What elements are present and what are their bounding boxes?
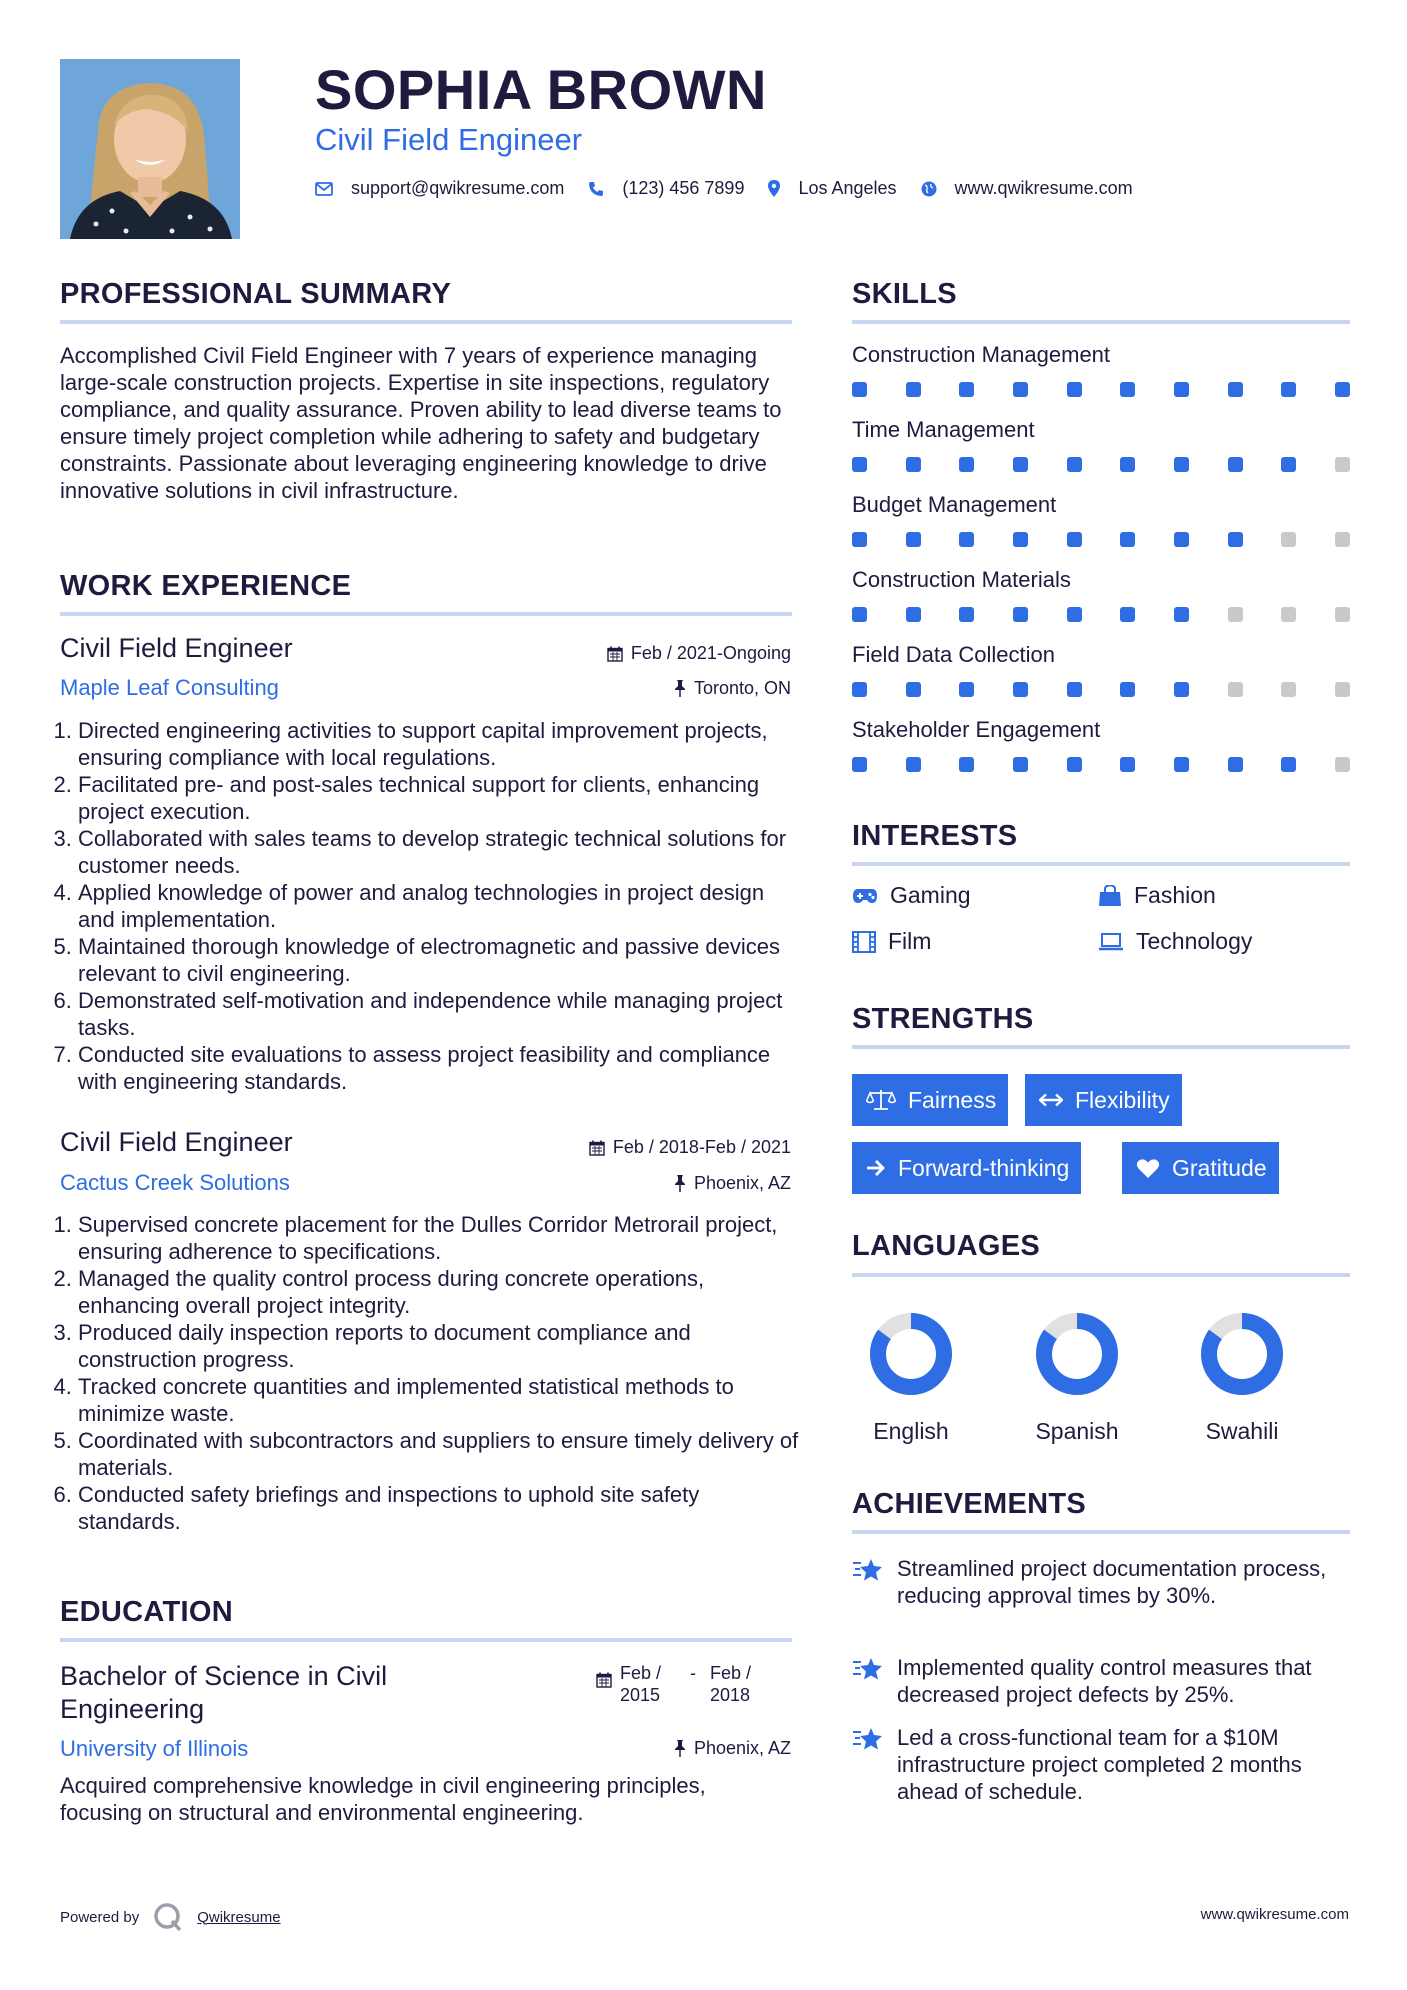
- achievement-item: [852, 1724, 1352, 1805]
- shooting-star-icon: [852, 1654, 897, 1708]
- calendar-icon: [607, 646, 623, 662]
- job-2-location-text: Phoenix, AZ: [693, 1173, 791, 1193]
- achievement-text: Streamlined project documentation process, reducing approval times by 30%.: [897, 1556, 1327, 1608]
- skill-dot: [1174, 682, 1189, 697]
- qwikresume-logo-icon: [153, 1902, 183, 1932]
- powered-by-label: Powered by: [60, 1908, 140, 1926]
- job-1-title: Civil Field Engineer: [60, 633, 293, 663]
- skill-dot: [852, 607, 867, 622]
- skill-row: [852, 642, 1350, 697]
- interest-item: [852, 882, 971, 909]
- skill-rating: [852, 382, 1350, 397]
- skill-dot: [1013, 682, 1028, 697]
- skill-dot: [1067, 757, 1082, 772]
- skill-dot: [1335, 607, 1350, 622]
- interests-rule: [852, 862, 1350, 866]
- skill-dot: [1067, 457, 1082, 472]
- skill-dot: [906, 382, 921, 397]
- shopping-bag-icon: [1098, 885, 1122, 907]
- skill-dot: [1335, 382, 1350, 397]
- interest-name: Technology: [1136, 928, 1253, 954]
- experience-rule: [60, 612, 792, 616]
- contact-website-text: www.qwikresume.com: [954, 178, 1133, 198]
- contact-bar: [315, 178, 1157, 199]
- candidate-name: SOPHIA BROWN: [315, 58, 767, 121]
- job-1-location: [674, 678, 791, 699]
- job-2-bullet: 6. Conducted safety briefings and inspections to uphold site safety standards.: [78, 1481, 800, 1535]
- achievement-text: Led a cross-functional team for a $10M infrastructure project completed 2 months ahead of schedule.: [897, 1725, 1302, 1804]
- candidate-title: Civil Field Engineer: [315, 122, 583, 157]
- education-location: [674, 1738, 791, 1759]
- job-1-location-text: Toronto, ON: [693, 678, 791, 698]
- skill-dot: [1174, 457, 1189, 472]
- skill-dot: [906, 682, 921, 697]
- job-2-location: [674, 1173, 791, 1194]
- skill-dot: [852, 382, 867, 397]
- strengths-heading: STRENGTHS: [852, 1003, 1034, 1035]
- strength-tag: [852, 1074, 1008, 1126]
- skill-name: Budget Management: [852, 492, 1057, 517]
- skill-dot: [1335, 457, 1350, 472]
- skill-dot: [1281, 457, 1296, 472]
- skill-dot: [1120, 607, 1135, 622]
- interest-item: [1098, 928, 1252, 955]
- skill-dot: [1120, 757, 1135, 772]
- job-1-dates-text: Feb / 2021-Ongoing: [630, 643, 791, 663]
- job-2-bullet: 4. Tracked concrete quantities and implemented statistical methods to minimize waste.: [78, 1373, 800, 1427]
- summary-rule: [60, 320, 792, 324]
- skill-dot: [1067, 682, 1082, 697]
- qwikresume-link[interactable]: Qwikresume: [197, 1908, 281, 1926]
- heart-icon: [1136, 1158, 1160, 1179]
- achievement-item: [852, 1654, 1352, 1708]
- skill-name: Field Data Collection: [852, 642, 1055, 667]
- skill-name: Stakeholder Engagement: [852, 717, 1101, 742]
- strengths-rule: [852, 1045, 1350, 1049]
- interest-item: [1098, 882, 1216, 909]
- contact-website[interactable]: [921, 178, 1133, 199]
- interest-item: [852, 928, 931, 955]
- job-1-bullet: 7. Conducted site evaluations to assess project feasibility and compliance with engineering standards.: [78, 1041, 800, 1095]
- skill-dot: [1281, 382, 1296, 397]
- skill-dot: [1174, 607, 1189, 622]
- achievements-rule: [852, 1530, 1350, 1534]
- job-2-dates-text: Feb / 2018-Feb / 2021: [612, 1137, 791, 1157]
- skill-dot: [1067, 532, 1082, 547]
- job-2-bullet: 2. Managed the quality control process during concrete operations, enhancing overall project integrity.: [78, 1265, 800, 1319]
- laptop-icon: [1098, 933, 1124, 951]
- language-name: Swahili: [1205, 1418, 1279, 1444]
- skill-row: [852, 492, 1350, 547]
- contact-email[interactable]: [315, 178, 564, 199]
- skill-dot: [852, 457, 867, 472]
- contact-email-text: support@qwikresume.com: [351, 178, 565, 198]
- gamepad-icon: [852, 888, 878, 904]
- profile-photo-portrait: [60, 59, 240, 239]
- strength-name: Flexibility: [1075, 1086, 1170, 1113]
- envelope-icon: [315, 182, 333, 196]
- skills-rule: [852, 320, 1350, 324]
- skill-dot: [1067, 382, 1082, 397]
- education-description: Acquired comprehensive knowledge in civil engineering principles, focusing on structural and environmental engineering.: [60, 1773, 706, 1825]
- language-name: English: [873, 1418, 949, 1444]
- skill-dot: [852, 532, 867, 547]
- skill-dot: [906, 607, 921, 622]
- summary-text: Accomplished Civil Field Engineer with 7 years of experience managing large-scale construction projects. Expertise in site inspections, regulatory compliance, and quality assurance. Proven ability to lead diverse teams to ensure timely project completion while adhering to safety and budgetary constraints. Passionate about leveraging engineering knowledge to drive innovative solutions in civil infrastructure.: [60, 343, 782, 503]
- education-dates: [596, 1662, 766, 1706]
- skill-rating: [852, 757, 1350, 772]
- languages-heading: LANGUAGES: [852, 1230, 1040, 1262]
- education-heading: EDUCATION: [60, 1596, 233, 1628]
- shooting-star-icon: [852, 1555, 897, 1609]
- skill-row: [852, 417, 1350, 472]
- skill-dot: [906, 532, 921, 547]
- interests-heading: INTERESTS: [852, 820, 1018, 852]
- globe-icon: [921, 181, 937, 197]
- arrows-horizontal-icon: [1039, 1093, 1063, 1107]
- skill-rating: [852, 682, 1350, 697]
- education-school: University of Illinois: [60, 1736, 249, 1761]
- strength-name: Fairness: [908, 1086, 997, 1113]
- skill-rating: [852, 457, 1350, 472]
- map-pin-icon: [768, 180, 780, 197]
- skill-dot: [1281, 532, 1296, 547]
- skills-heading: SKILLS: [852, 278, 957, 310]
- skill-dot: [1174, 382, 1189, 397]
- skill-dot: [1174, 532, 1189, 547]
- languages-rule: [852, 1273, 1350, 1277]
- phone-icon: [588, 181, 604, 197]
- skill-dot: [1335, 757, 1350, 772]
- contact-phone[interactable]: [588, 178, 744, 199]
- job-1-company: Maple Leaf Consulting: [60, 675, 279, 700]
- skill-dot: [1281, 607, 1296, 622]
- skill-dot: [1013, 607, 1028, 622]
- job-1-bullet: 4. Applied knowledge of power and analog technologies in project design and implementation.: [78, 879, 800, 933]
- skill-dot: [906, 457, 921, 472]
- pushpin-icon: [674, 1740, 686, 1757]
- interest-name: Fashion: [1134, 882, 1216, 908]
- achievement-item: [852, 1555, 1352, 1609]
- skill-row: [852, 567, 1350, 622]
- shooting-star-icon: [852, 1724, 897, 1805]
- skill-dot: [1281, 757, 1296, 772]
- interest-name: Film: [888, 928, 932, 954]
- language-name: Spanish: [1035, 1418, 1119, 1444]
- skill-dot: [852, 757, 867, 772]
- skill-dot: [1335, 682, 1350, 697]
- job-2-title: Civil Field Engineer: [60, 1127, 293, 1157]
- skill-dot: [959, 682, 974, 697]
- strength-tag: [852, 1142, 1081, 1194]
- skill-dot: [1013, 457, 1028, 472]
- skill-dot: [1228, 682, 1243, 697]
- skill-dot: [1120, 682, 1135, 697]
- summary-heading: PROFESSIONAL SUMMARY: [60, 278, 452, 310]
- skill-name: Construction Materials: [852, 567, 1071, 592]
- skill-dot: [906, 757, 921, 772]
- job-1-dates: [607, 643, 791, 664]
- education-rule: [60, 1638, 792, 1642]
- education-date-separator: -: [690, 1663, 696, 1683]
- job-1-bullet: 1. Directed engineering activities to support capital improvement projects, ensuring compliance with local regulations.: [78, 717, 800, 771]
- skill-rating: [852, 607, 1350, 622]
- language-proficiency-ring: [867, 1310, 955, 1398]
- job-2-dates: [589, 1137, 791, 1158]
- job-1-bullet: 2. Facilitated pre- and post-sales technical support for clients, enhancing project execution.: [78, 771, 800, 825]
- skill-name: Time Management: [852, 417, 1035, 442]
- education-start: Feb / 2015: [620, 1663, 662, 1705]
- footer-powered-by: [60, 1902, 281, 1932]
- job-1-bullets: [60, 717, 800, 1095]
- job-1-bullet: 5. Maintained thorough knowledge of electromagnetic and passive devices relevant to civil engineering.: [78, 933, 800, 987]
- footer-website[interactable]: www.qwikresume.com: [1200, 1906, 1349, 1923]
- skill-dot: [1120, 382, 1135, 397]
- film-icon: [852, 931, 876, 953]
- skill-dot: [1228, 607, 1243, 622]
- skill-dot: [959, 532, 974, 547]
- education-degree: Bachelor of Science in Civil Engineering: [60, 1661, 388, 1724]
- interest-name: Gaming: [890, 882, 971, 908]
- skill-name: Construction Management: [852, 342, 1111, 367]
- skill-dot: [959, 382, 974, 397]
- language-proficiency-ring: [1198, 1310, 1286, 1398]
- strength-name: Forward-thinking: [898, 1154, 1070, 1181]
- job-2-bullet: 1. Supervised concrete placement for the Dulles Corridor Metrorail project, ensuring adherence to specifications.: [78, 1211, 800, 1265]
- job-1-bullet: 6. Demonstrated self-motivation and independence while managing project tasks.: [78, 987, 800, 1041]
- calendar-icon: [589, 1140, 605, 1156]
- achievement-text: Implemented quality control measures that decreased project defects by 25%.: [897, 1655, 1312, 1707]
- skill-row: [852, 717, 1350, 772]
- pushpin-icon: [674, 1175, 686, 1192]
- skill-dot: [959, 607, 974, 622]
- strength-tag: [1122, 1142, 1279, 1194]
- skill-dot: [959, 457, 974, 472]
- skill-dot: [1013, 532, 1028, 547]
- contact-location: [768, 178, 896, 199]
- scale-icon: [866, 1089, 896, 1111]
- language-item: [851, 1310, 971, 1445]
- job-2-bullet: 5. Coordinated with subcontractors and suppliers to ensure timely delivery of materials.: [78, 1427, 800, 1481]
- language-item: [1182, 1310, 1302, 1445]
- skill-row: [852, 342, 1350, 397]
- achievements-heading: ACHIEVEMENTS: [852, 1488, 1087, 1520]
- skill-dot: [1335, 532, 1350, 547]
- experience-heading: WORK EXPERIENCE: [60, 570, 352, 602]
- skill-dot: [1228, 457, 1243, 472]
- skill-rating: [852, 532, 1350, 547]
- education-end: Feb / 2018: [710, 1663, 752, 1705]
- skill-dot: [1281, 682, 1296, 697]
- skill-dot: [1174, 757, 1189, 772]
- calendar-icon: [596, 1662, 612, 1706]
- job-1-bullet: 3. Collaborated with sales teams to develop strategic technical solutions for customer needs.: [78, 825, 800, 879]
- skill-dot: [1120, 532, 1135, 547]
- profile-photo: [60, 59, 240, 239]
- arrow-right-icon: [866, 1159, 886, 1177]
- job-2-bullets: [60, 1211, 800, 1535]
- contact-phone-text: (123) 456 7899: [622, 178, 745, 198]
- skill-dot: [1013, 382, 1028, 397]
- strength-tag: [1025, 1074, 1182, 1126]
- skill-dot: [1228, 757, 1243, 772]
- pushpin-icon: [674, 680, 686, 697]
- skill-dot: [1067, 607, 1082, 622]
- job-2-bullet: 3. Produced daily inspection reports to document compliance and construction progress.: [78, 1319, 800, 1373]
- skill-dot: [1228, 382, 1243, 397]
- strength-name: Gratitude: [1172, 1154, 1267, 1181]
- skill-dot: [1120, 457, 1135, 472]
- skill-dot: [1228, 532, 1243, 547]
- skill-dot: [959, 757, 974, 772]
- skill-dot: [1013, 757, 1028, 772]
- language-proficiency-ring: [1033, 1310, 1121, 1398]
- skill-dot: [852, 682, 867, 697]
- language-item: [1017, 1310, 1137, 1445]
- job-2-company: Cactus Creek Solutions: [60, 1170, 290, 1195]
- education-location-text: Phoenix, AZ: [693, 1738, 791, 1758]
- contact-location-text: Los Angeles: [798, 178, 897, 198]
